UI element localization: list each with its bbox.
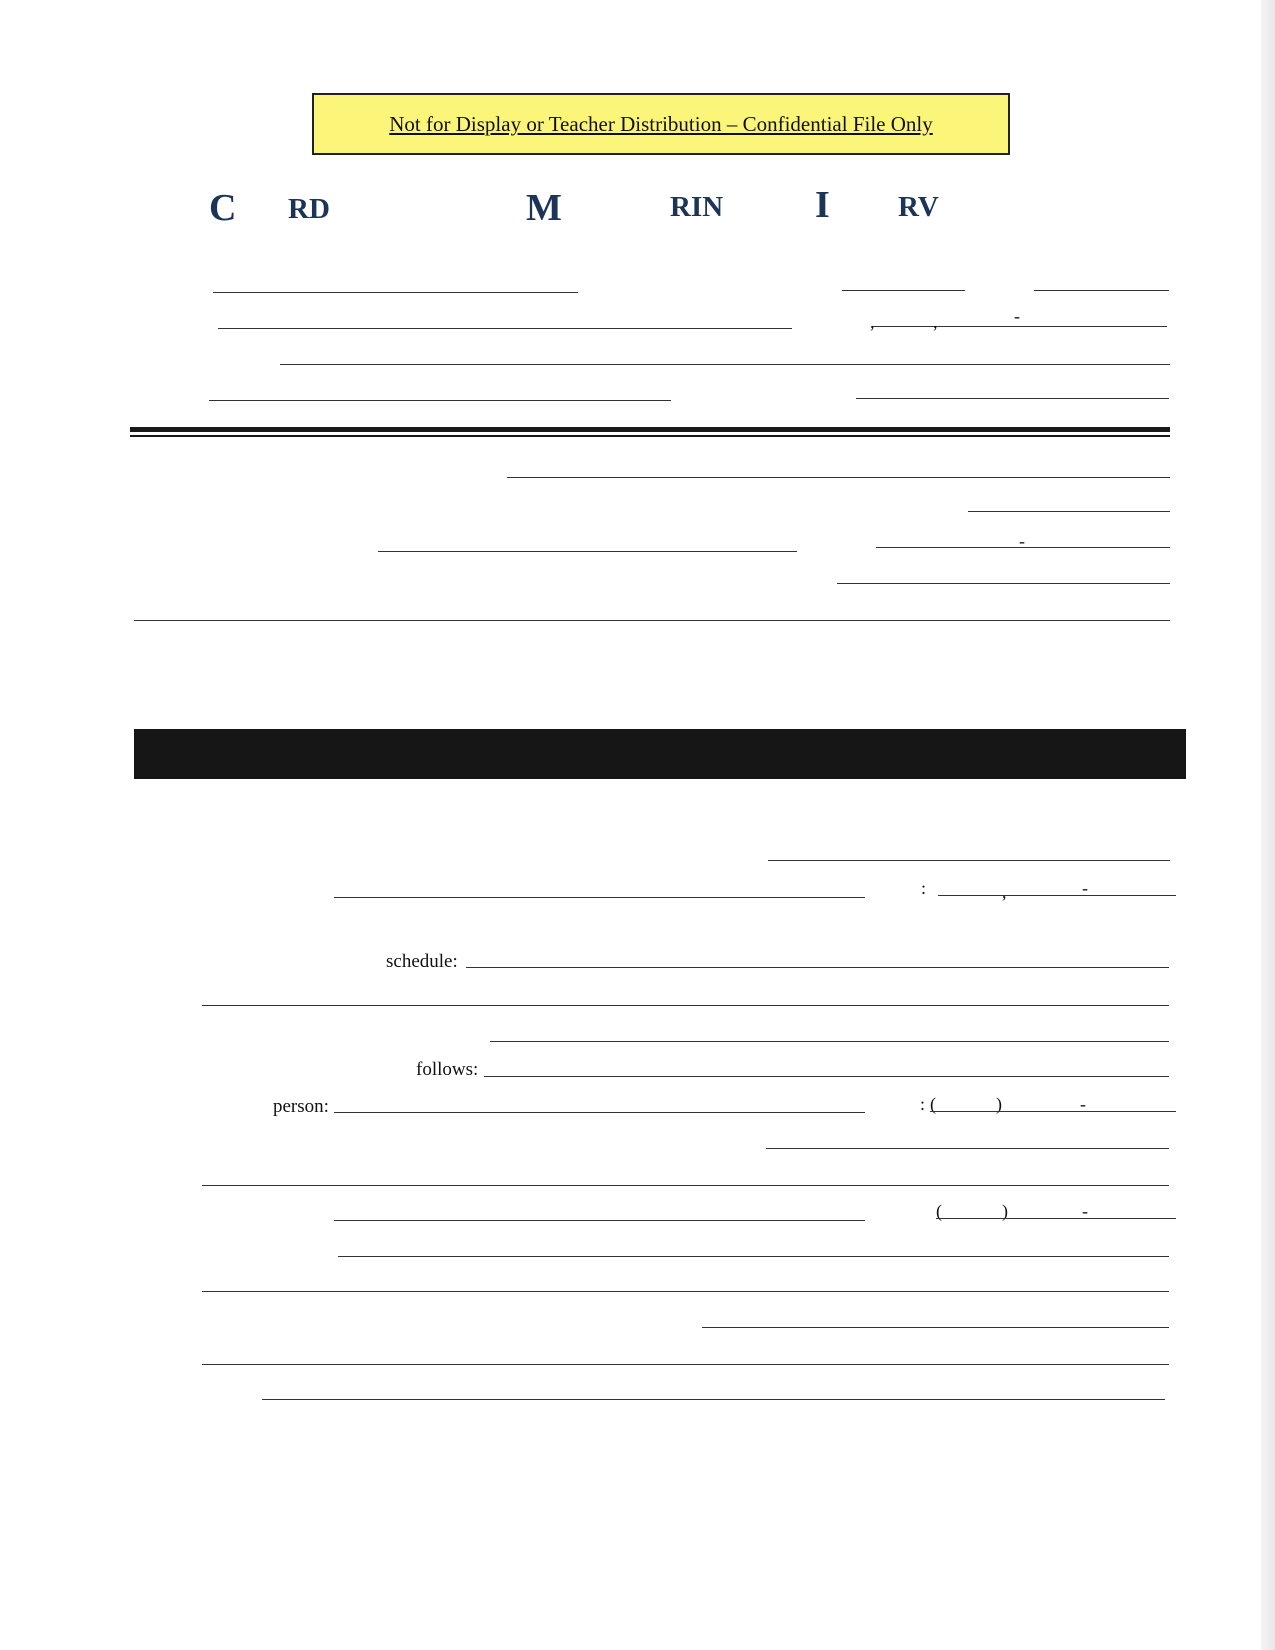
school-field[interactable] (856, 398, 1169, 399)
medication-location-field[interactable] (768, 860, 1170, 861)
phone-close-paren: ) (1002, 1201, 1008, 1221)
signature-field[interactable] (262, 1399, 1165, 1400)
confidential-notice-text: Not for Display or Teacher Distribution – Confidential File Only (389, 111, 933, 136)
emergency-plan-field[interactable] (766, 1148, 1169, 1149)
phone-dash: - (1014, 306, 1020, 326)
address-field[interactable] (218, 328, 792, 329)
page-edge-shadow (1261, 0, 1275, 1650)
medication-field[interactable] (837, 583, 1170, 584)
title-fragment: M (526, 187, 562, 229)
grade-field[interactable] (842, 290, 965, 291)
snack-field[interactable] (490, 1041, 1169, 1042)
phone-comma: , (870, 312, 875, 332)
phone-dash: - (1080, 1094, 1086, 1114)
schedule-label: schedule: (386, 951, 458, 972)
diagnosis-date-field[interactable] (968, 511, 1170, 512)
date-field[interactable] (1034, 290, 1169, 291)
section-header-bar (134, 729, 1186, 779)
phone-dash: - (1019, 531, 1025, 551)
phone-dash: - (1082, 878, 1088, 898)
notes-field[interactable] (338, 1256, 1169, 1257)
phone-colon: : (920, 1094, 926, 1114)
emergency-plan-continued-field[interactable] (202, 1185, 1169, 1186)
teacher-field[interactable] (209, 400, 671, 401)
follows-label: follows: (416, 1059, 479, 1080)
alternate-phone-field[interactable] (936, 1218, 1176, 1219)
additional-info-continued-field[interactable] (202, 1364, 1169, 1365)
follows-field[interactable] (484, 1076, 1169, 1077)
phone-comma: , (933, 312, 938, 332)
medication-continued-field[interactable] (134, 620, 1170, 621)
phone-open-paren: ( (936, 1201, 942, 1221)
section-divider-thin (130, 435, 1170, 437)
diagnosis-field[interactable] (507, 477, 1170, 478)
title-fragment: RD (288, 193, 330, 225)
parent-guardian-field[interactable] (280, 364, 1170, 365)
confidential-notice (312, 93, 1010, 155)
physician-field[interactable] (378, 551, 797, 552)
phone-comma: , (1002, 882, 1007, 902)
section-divider-thick (130, 427, 1170, 432)
contact-person-field[interactable] (334, 1112, 865, 1113)
additional-info-field[interactable] (702, 1327, 1169, 1328)
schedule-field[interactable] (466, 967, 1169, 968)
home-phone-field[interactable] (872, 326, 1167, 327)
nurse-phone-field[interactable] (938, 895, 1176, 896)
contact-phone-field[interactable] (930, 1111, 1176, 1112)
phone-dash: - (1082, 1201, 1088, 1221)
title-fragment: I (815, 184, 830, 226)
student-name-field[interactable] (213, 292, 578, 293)
title-fragment: RV (898, 191, 939, 223)
nurse-name-field[interactable] (334, 897, 865, 898)
phone-colon: : (921, 878, 927, 898)
phone-open-paren: ( (930, 1094, 936, 1114)
person-label: person: (273, 1096, 329, 1117)
alternate-contact-field[interactable] (334, 1220, 865, 1221)
phone-close-paren: ) (996, 1094, 1002, 1114)
schedule-continued-field[interactable] (202, 1005, 1169, 1006)
notes-continued-field[interactable] (202, 1291, 1169, 1292)
title-fragment: RIN (670, 191, 724, 223)
title-fragment: C (209, 187, 237, 229)
